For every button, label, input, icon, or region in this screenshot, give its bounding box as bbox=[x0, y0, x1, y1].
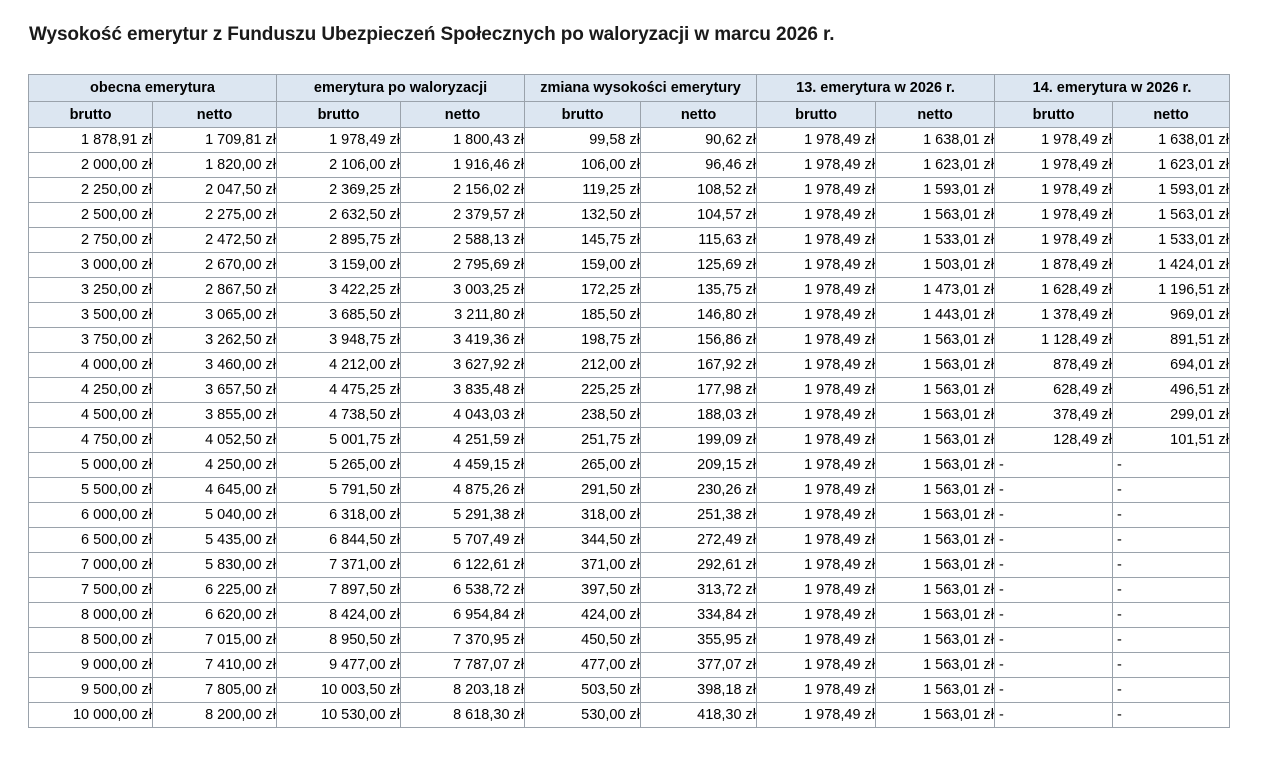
table-cell: 7 015,00 zł bbox=[153, 628, 277, 653]
table-cell: 1 563,01 zł bbox=[876, 478, 995, 503]
table-cell: 2 867,50 zł bbox=[153, 278, 277, 303]
table-cell: 6 318,00 zł bbox=[277, 503, 401, 528]
table-cell: 198,75 zł bbox=[525, 328, 641, 353]
table-cell: - bbox=[995, 503, 1113, 528]
table-cell: 3 835,48 zł bbox=[401, 378, 525, 403]
table-cell: 7 000,00 zł bbox=[29, 553, 153, 578]
table-cell: - bbox=[1113, 453, 1230, 478]
table-cell: 5 000,00 zł bbox=[29, 453, 153, 478]
column-subheader: netto bbox=[1113, 102, 1230, 128]
table-cell: 2 795,69 zł bbox=[401, 253, 525, 278]
table-cell: 2 588,13 zł bbox=[401, 228, 525, 253]
column-subheader: netto bbox=[153, 102, 277, 128]
table-cell: 4 000,00 zł bbox=[29, 353, 153, 378]
table-cell: 1 800,43 zł bbox=[401, 128, 525, 153]
table-cell: 1 563,01 zł bbox=[876, 353, 995, 378]
table-cell: - bbox=[995, 603, 1113, 628]
table-cell: 9 000,00 zł bbox=[29, 653, 153, 678]
table-cell: 1 709,81 zł bbox=[153, 128, 277, 153]
table-cell: 450,50 zł bbox=[525, 628, 641, 653]
column-subheader: netto bbox=[641, 102, 757, 128]
table-cell: 1 978,49 zł bbox=[757, 178, 876, 203]
table-cell: 4 738,50 zł bbox=[277, 403, 401, 428]
table-cell: 146,80 zł bbox=[641, 303, 757, 328]
table-cell: 1 533,01 zł bbox=[1113, 228, 1230, 253]
table-cell: 1 978,49 zł bbox=[757, 653, 876, 678]
table-head bbox=[29, 75, 1230, 128]
table-cell: 3 855,00 zł bbox=[153, 403, 277, 428]
table-cell: - bbox=[995, 578, 1113, 603]
table-cell: 7 897,50 zł bbox=[277, 578, 401, 603]
table-cell: 1 916,46 zł bbox=[401, 153, 525, 178]
pension-table bbox=[28, 74, 1230, 728]
table-cell: 5 040,00 zł bbox=[153, 503, 277, 528]
table-cell: 5 830,00 zł bbox=[153, 553, 277, 578]
table-row bbox=[29, 128, 1230, 153]
table-cell: 1 563,01 zł bbox=[876, 703, 995, 728]
table-cell: 1 978,49 zł bbox=[757, 203, 876, 228]
table-cell: 3 250,00 zł bbox=[29, 278, 153, 303]
table-cell: 2 500,00 zł bbox=[29, 203, 153, 228]
table-row bbox=[29, 553, 1230, 578]
column-group-header: zmiana wysokości emerytury bbox=[525, 75, 757, 102]
table-cell: 1 623,01 zł bbox=[1113, 153, 1230, 178]
table-cell: 477,00 zł bbox=[525, 653, 641, 678]
table-cell: 2 250,00 zł bbox=[29, 178, 153, 203]
table-cell: 1 978,49 zł bbox=[757, 353, 876, 378]
column-subheader: brutto bbox=[29, 102, 153, 128]
table-cell: 6 225,00 zł bbox=[153, 578, 277, 603]
table-row bbox=[29, 603, 1230, 628]
table-cell: 9 477,00 zł bbox=[277, 653, 401, 678]
column-group-header: 14. emerytura w 2026 r. bbox=[995, 75, 1230, 102]
table-cell: 4 250,00 zł bbox=[29, 378, 153, 403]
table-cell: 1 978,49 zł bbox=[757, 428, 876, 453]
table-cell: 272,49 zł bbox=[641, 528, 757, 553]
table-cell: 1 196,51 zł bbox=[1113, 278, 1230, 303]
table-cell: 3 211,80 zł bbox=[401, 303, 525, 328]
table-cell: 3 627,92 zł bbox=[401, 353, 525, 378]
table-cell: 1 878,49 zł bbox=[995, 253, 1113, 278]
page-title: Wysokość emerytur z Funduszu Ubezpieczeń Społecznych po waloryzacji w marcu 2026 r. bbox=[29, 24, 835, 45]
table-cell: 2 275,00 zł bbox=[153, 203, 277, 228]
table-cell: 1 563,01 zł bbox=[876, 628, 995, 653]
table-cell: 496,51 zł bbox=[1113, 378, 1230, 403]
table-cell: 6 538,72 zł bbox=[401, 578, 525, 603]
table-cell: 1 443,01 zł bbox=[876, 303, 995, 328]
table-cell: 1 128,49 zł bbox=[995, 328, 1113, 353]
table-cell: - bbox=[1113, 553, 1230, 578]
table-cell: 1 424,01 zł bbox=[1113, 253, 1230, 278]
table-cell: 398,18 zł bbox=[641, 678, 757, 703]
table-cell: 5 291,38 zł bbox=[401, 503, 525, 528]
table-cell: 5 500,00 zł bbox=[29, 478, 153, 503]
table-cell: 4 052,50 zł bbox=[153, 428, 277, 453]
table-row bbox=[29, 678, 1230, 703]
table-cell: 1 473,01 zł bbox=[876, 278, 995, 303]
table-cell: 318,00 zł bbox=[525, 503, 641, 528]
table-body bbox=[29, 128, 1230, 728]
table-cell: 7 410,00 zł bbox=[153, 653, 277, 678]
table-cell: 104,57 zł bbox=[641, 203, 757, 228]
table-cell: 7 500,00 zł bbox=[29, 578, 153, 603]
table-cell: 185,50 zł bbox=[525, 303, 641, 328]
table-cell: 3 262,50 zł bbox=[153, 328, 277, 353]
table-cell: 371,00 zł bbox=[525, 553, 641, 578]
table-cell: 159,00 zł bbox=[525, 253, 641, 278]
table-cell: 4 475,25 zł bbox=[277, 378, 401, 403]
table-cell: - bbox=[1113, 503, 1230, 528]
table-cell: 188,03 zł bbox=[641, 403, 757, 428]
table-cell: 2 895,75 zł bbox=[277, 228, 401, 253]
table-cell: 1 978,49 zł bbox=[757, 303, 876, 328]
table-cell: 299,01 zł bbox=[1113, 403, 1230, 428]
table-row bbox=[29, 303, 1230, 328]
table-cell: 132,50 zł bbox=[525, 203, 641, 228]
table-cell: 2 000,00 zł bbox=[29, 153, 153, 178]
table-cell: 1 563,01 zł bbox=[876, 578, 995, 603]
table-cell: 2 632,50 zł bbox=[277, 203, 401, 228]
table-cell: 1 978,49 zł bbox=[757, 453, 876, 478]
table-cell: 251,75 zł bbox=[525, 428, 641, 453]
table-cell: - bbox=[995, 453, 1113, 478]
table-cell: 1 623,01 zł bbox=[876, 153, 995, 178]
table-row bbox=[29, 453, 1230, 478]
table-cell: - bbox=[1113, 703, 1230, 728]
table-cell: 4 250,00 zł bbox=[153, 453, 277, 478]
table-cell: 2 156,02 zł bbox=[401, 178, 525, 203]
table-cell: - bbox=[1113, 628, 1230, 653]
table-cell: 3 419,36 zł bbox=[401, 328, 525, 353]
column-subheader: brutto bbox=[757, 102, 876, 128]
table-cell: 125,69 zł bbox=[641, 253, 757, 278]
table-cell: - bbox=[1113, 653, 1230, 678]
table-cell: 10 530,00 zł bbox=[277, 703, 401, 728]
table-cell: 1 978,49 zł bbox=[757, 503, 876, 528]
table-cell: 2 750,00 zł bbox=[29, 228, 153, 253]
table-cell: - bbox=[1113, 678, 1230, 703]
table-cell: - bbox=[995, 553, 1113, 578]
table-cell: 6 954,84 zł bbox=[401, 603, 525, 628]
table-cell: 115,63 zł bbox=[641, 228, 757, 253]
table-cell: 177,98 zł bbox=[641, 378, 757, 403]
table-cell: 3 422,25 zł bbox=[277, 278, 401, 303]
table-cell: 1 978,49 zł bbox=[757, 128, 876, 153]
table-cell: 397,50 zł bbox=[525, 578, 641, 603]
table-row bbox=[29, 253, 1230, 278]
table-cell: 292,61 zł bbox=[641, 553, 757, 578]
table-cell: 8 618,30 zł bbox=[401, 703, 525, 728]
table-cell: 2 369,25 zł bbox=[277, 178, 401, 203]
table-cell: 1 978,49 zł bbox=[757, 678, 876, 703]
table-cell: 530,00 zł bbox=[525, 703, 641, 728]
table-cell: - bbox=[1113, 528, 1230, 553]
table-cell: 2 670,00 zł bbox=[153, 253, 277, 278]
table-cell: 4 251,59 zł bbox=[401, 428, 525, 453]
table-cell: 891,51 zł bbox=[1113, 328, 1230, 353]
table-cell: 251,38 zł bbox=[641, 503, 757, 528]
table-cell: 628,49 zł bbox=[995, 378, 1113, 403]
table-cell: 291,50 zł bbox=[525, 478, 641, 503]
table-cell: 199,09 zł bbox=[641, 428, 757, 453]
table-cell: 90,62 zł bbox=[641, 128, 757, 153]
table-cell: 3 003,25 zł bbox=[401, 278, 525, 303]
table-cell: 3 657,50 zł bbox=[153, 378, 277, 403]
table-cell: 1 638,01 zł bbox=[876, 128, 995, 153]
pension-table-container bbox=[28, 74, 1229, 728]
table-cell: 1 978,49 zł bbox=[757, 528, 876, 553]
table-cell: 135,75 zł bbox=[641, 278, 757, 303]
table-cell: 156,86 zł bbox=[641, 328, 757, 353]
table-cell: 344,50 zł bbox=[525, 528, 641, 553]
table-row bbox=[29, 328, 1230, 353]
table-cell: 1 563,01 zł bbox=[1113, 203, 1230, 228]
table-cell: 2 472,50 zł bbox=[153, 228, 277, 253]
table-cell: 265,00 zł bbox=[525, 453, 641, 478]
table-cell: 230,26 zł bbox=[641, 478, 757, 503]
table-cell: 3 750,00 zł bbox=[29, 328, 153, 353]
table-cell: 1 563,01 zł bbox=[876, 553, 995, 578]
table-cell: 7 371,00 zł bbox=[277, 553, 401, 578]
table-cell: 212,00 zł bbox=[525, 353, 641, 378]
column-subheader: netto bbox=[876, 102, 995, 128]
table-cell: 2 379,57 zł bbox=[401, 203, 525, 228]
table-cell: 4 500,00 zł bbox=[29, 403, 153, 428]
table-cell: 99,58 zł bbox=[525, 128, 641, 153]
table-cell: 1 978,49 zł bbox=[757, 628, 876, 653]
table-cell: 108,52 zł bbox=[641, 178, 757, 203]
table-cell: 1 563,01 zł bbox=[876, 653, 995, 678]
table-cell: 6 620,00 zł bbox=[153, 603, 277, 628]
table-cell: 8 000,00 zł bbox=[29, 603, 153, 628]
table-row bbox=[29, 353, 1230, 378]
column-subheader: brutto bbox=[277, 102, 401, 128]
table-cell: 377,07 zł bbox=[641, 653, 757, 678]
sub-header-row bbox=[29, 102, 1230, 128]
table-row bbox=[29, 578, 1230, 603]
table-row bbox=[29, 178, 1230, 203]
table-cell: - bbox=[995, 478, 1113, 503]
table-cell: 5 001,75 zł bbox=[277, 428, 401, 453]
table-cell: 1 820,00 zł bbox=[153, 153, 277, 178]
table-row bbox=[29, 628, 1230, 653]
table-cell: 1 978,49 zł bbox=[995, 128, 1113, 153]
column-subheader: netto bbox=[401, 102, 525, 128]
table-row bbox=[29, 478, 1230, 503]
column-group-header: 13. emerytura w 2026 r. bbox=[757, 75, 995, 102]
table-cell: 3 159,00 zł bbox=[277, 253, 401, 278]
table-cell: 1 978,49 zł bbox=[757, 328, 876, 353]
table-cell: 9 500,00 zł bbox=[29, 678, 153, 703]
table-cell: 1 878,91 zł bbox=[29, 128, 153, 153]
table-cell: 3 948,75 zł bbox=[277, 328, 401, 353]
column-group-header: obecna emerytura bbox=[29, 75, 277, 102]
table-cell: 1 628,49 zł bbox=[995, 278, 1113, 303]
table-cell: 1 978,49 zł bbox=[757, 153, 876, 178]
table-cell: 4 212,00 zł bbox=[277, 353, 401, 378]
table-cell: 1 978,49 zł bbox=[757, 403, 876, 428]
table-cell: 3 000,00 zł bbox=[29, 253, 153, 278]
table-cell: 1 978,49 zł bbox=[757, 578, 876, 603]
table-cell: 96,46 zł bbox=[641, 153, 757, 178]
table-row bbox=[29, 503, 1230, 528]
table-cell: 355,95 zł bbox=[641, 628, 757, 653]
table-cell: 4 645,00 zł bbox=[153, 478, 277, 503]
table-cell: 1 563,01 zł bbox=[876, 403, 995, 428]
table-row bbox=[29, 528, 1230, 553]
table-row bbox=[29, 228, 1230, 253]
group-header-row bbox=[29, 75, 1230, 102]
table-cell: - bbox=[995, 703, 1113, 728]
table-cell: 10 003,50 zł bbox=[277, 678, 401, 703]
table-row bbox=[29, 703, 1230, 728]
table-cell: 1 563,01 zł bbox=[876, 503, 995, 528]
table-row bbox=[29, 153, 1230, 178]
table-cell: 1 593,01 zł bbox=[1113, 178, 1230, 203]
table-cell: 5 707,49 zł bbox=[401, 528, 525, 553]
table-cell: 3 460,00 zł bbox=[153, 353, 277, 378]
table-cell: 128,49 zł bbox=[995, 428, 1113, 453]
table-cell: 4 875,26 zł bbox=[401, 478, 525, 503]
table-cell: 8 424,00 zł bbox=[277, 603, 401, 628]
table-cell: - bbox=[1113, 578, 1230, 603]
table-cell: 1 978,49 zł bbox=[757, 228, 876, 253]
table-cell: 7 370,95 zł bbox=[401, 628, 525, 653]
table-row bbox=[29, 403, 1230, 428]
table-cell: - bbox=[995, 653, 1113, 678]
table-cell: 1 563,01 zł bbox=[876, 603, 995, 628]
table-cell: 1 978,49 zł bbox=[757, 378, 876, 403]
table-cell: 5 265,00 zł bbox=[277, 453, 401, 478]
table-cell: 1 638,01 zł bbox=[1113, 128, 1230, 153]
table-cell: 2 047,50 zł bbox=[153, 178, 277, 203]
table-cell: 8 950,50 zł bbox=[277, 628, 401, 653]
table-cell: 10 000,00 zł bbox=[29, 703, 153, 728]
table-cell: 1 593,01 zł bbox=[876, 178, 995, 203]
table-cell: 1 563,01 zł bbox=[876, 203, 995, 228]
table-cell: 6 844,50 zł bbox=[277, 528, 401, 553]
table-row bbox=[29, 378, 1230, 403]
table-cell: 3 065,00 zł bbox=[153, 303, 277, 328]
table-cell: 1 978,49 zł bbox=[757, 478, 876, 503]
table-row bbox=[29, 653, 1230, 678]
table-cell: 313,72 zł bbox=[641, 578, 757, 603]
table-cell: 6 122,61 zł bbox=[401, 553, 525, 578]
table-cell: 238,50 zł bbox=[525, 403, 641, 428]
table-cell: 5 791,50 zł bbox=[277, 478, 401, 503]
table-cell: 167,92 zł bbox=[641, 353, 757, 378]
table-cell: 106,00 zł bbox=[525, 153, 641, 178]
table-cell: 1 563,01 zł bbox=[876, 528, 995, 553]
table-cell: 424,00 zł bbox=[525, 603, 641, 628]
table-cell: 878,49 zł bbox=[995, 353, 1113, 378]
table-cell: 1 978,49 zł bbox=[757, 253, 876, 278]
table-row bbox=[29, 203, 1230, 228]
table-cell: 172,25 zł bbox=[525, 278, 641, 303]
table-cell: 1 978,49 zł bbox=[277, 128, 401, 153]
table-cell: 1 978,49 zł bbox=[757, 278, 876, 303]
table-cell: 1 563,01 zł bbox=[876, 428, 995, 453]
table-cell: 1 533,01 zł bbox=[876, 228, 995, 253]
table-cell: 1 978,49 zł bbox=[757, 603, 876, 628]
table-cell: - bbox=[995, 678, 1113, 703]
table-cell: 1 563,01 zł bbox=[876, 678, 995, 703]
table-cell: 1 563,01 zł bbox=[876, 378, 995, 403]
table-cell: 1 978,49 zł bbox=[757, 553, 876, 578]
table-cell: 145,75 zł bbox=[525, 228, 641, 253]
table-cell: 8 203,18 zł bbox=[401, 678, 525, 703]
table-cell: - bbox=[995, 628, 1113, 653]
table-row bbox=[29, 278, 1230, 303]
column-group-header: emerytura po waloryzacji bbox=[277, 75, 525, 102]
table-cell: - bbox=[1113, 603, 1230, 628]
table-cell: 8 200,00 zł bbox=[153, 703, 277, 728]
table-cell: 1 503,01 zł bbox=[876, 253, 995, 278]
table-cell: 969,01 zł bbox=[1113, 303, 1230, 328]
table-cell: 418,30 zł bbox=[641, 703, 757, 728]
table-cell: 1 978,49 zł bbox=[995, 178, 1113, 203]
table-cell: 1 978,49 zł bbox=[757, 703, 876, 728]
table-cell: 4 750,00 zł bbox=[29, 428, 153, 453]
table-cell: 8 500,00 zł bbox=[29, 628, 153, 653]
table-cell: 1 563,01 zł bbox=[876, 453, 995, 478]
column-subheader: brutto bbox=[995, 102, 1113, 128]
table-cell: 6 500,00 zł bbox=[29, 528, 153, 553]
table-cell: 503,50 zł bbox=[525, 678, 641, 703]
table-cell: 6 000,00 zł bbox=[29, 503, 153, 528]
table-cell: 1 563,01 zł bbox=[876, 328, 995, 353]
table-cell: 3 500,00 zł bbox=[29, 303, 153, 328]
table-row bbox=[29, 428, 1230, 453]
table-cell: 225,25 zł bbox=[525, 378, 641, 403]
table-cell: 7 787,07 zł bbox=[401, 653, 525, 678]
table-cell: 1 978,49 zł bbox=[995, 228, 1113, 253]
table-cell: 101,51 zł bbox=[1113, 428, 1230, 453]
table-cell: 7 805,00 zł bbox=[153, 678, 277, 703]
table-cell: 1 378,49 zł bbox=[995, 303, 1113, 328]
table-cell: - bbox=[1113, 478, 1230, 503]
table-cell: 2 106,00 zł bbox=[277, 153, 401, 178]
table-cell: 209,15 zł bbox=[641, 453, 757, 478]
table-cell: - bbox=[995, 528, 1113, 553]
table-cell: 4 459,15 zł bbox=[401, 453, 525, 478]
table-cell: 119,25 zł bbox=[525, 178, 641, 203]
table-cell: 378,49 zł bbox=[995, 403, 1113, 428]
table-cell: 1 978,49 zł bbox=[995, 153, 1113, 178]
table-cell: 4 043,03 zł bbox=[401, 403, 525, 428]
table-cell: 334,84 zł bbox=[641, 603, 757, 628]
table-cell: 5 435,00 zł bbox=[153, 528, 277, 553]
column-subheader: brutto bbox=[525, 102, 641, 128]
table-cell: 694,01 zł bbox=[1113, 353, 1230, 378]
table-cell: 1 978,49 zł bbox=[995, 203, 1113, 228]
table-cell: 3 685,50 zł bbox=[277, 303, 401, 328]
